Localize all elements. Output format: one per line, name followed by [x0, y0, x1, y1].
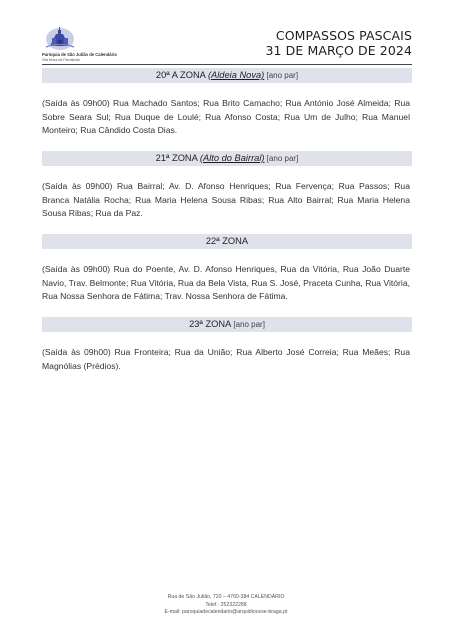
- zone-section-22: [42, 234, 412, 304]
- zone-number: 20ª A ZONA: [155, 70, 208, 80]
- zone-number: 21ª ZONA: [155, 153, 200, 163]
- church-emblem-icon: [42, 22, 122, 52]
- zone-streets: (Saída às 09h00) Rua do Poente, Av. D. Afonso Henriques, Rua da Vitória, Rua João Duarte Navio, Trav. Belmonte; Rua Vitória, Rua da Bela Vista, Rua S. José, Praceta Cunha, Rua Vitória, Rua Nossa Senhora de Fátima; Trav. Nossa Senhora de Fátima.: [42, 264, 410, 302]
- zone-locality: (Alto do Bairral): [199, 153, 265, 163]
- zone-streets: (Saída às 09h00) Rua Fronteira; Rua da União; Rua Alberto José Correia; Rua Meães; Rua Magnólias (Prédios).: [42, 347, 410, 371]
- zone-year-tag: [ano par]: [264, 71, 299, 80]
- footer-address: Rua de São Julião, 720 – 4760-384 CALENDÁRIO: [167, 594, 285, 600]
- header-divider: [42, 64, 412, 65]
- zone-number: 23ª ZONA: [189, 319, 234, 329]
- zone-number: 22ª ZONA: [205, 236, 249, 246]
- footer-phone: Telef.: 252322288: [205, 601, 247, 608]
- zone-streets: (Saída às 09h00) Rua Bairral; Av. D. Afonso Henriques; Rua Fervença; Rua Passos; Rua Branca Natália Rocha; Rua Maria Helena Sousa Ribas; Rua Alto Bairral; Rua Maria Helena Sousa Ribas; Rua da Paz.: [42, 181, 410, 219]
- zone-year-tag: [ano par]: [264, 154, 299, 163]
- page-footer: [0, 594, 452, 617]
- zone-section-20a: [42, 68, 412, 138]
- zone-heading: [42, 151, 412, 166]
- zone-section-21: [42, 151, 412, 221]
- document-date: 31 DE MARÇO DE 2024: [265, 43, 412, 58]
- zone-heading: [42, 234, 412, 249]
- document-title: COMPASSOS PASCAIS: [275, 28, 412, 43]
- zone-heading: [42, 317, 412, 332]
- document-header: [265, 28, 412, 58]
- parish-logo: [42, 22, 122, 66]
- zone-heading: [42, 68, 412, 83]
- logo-name: Paróquia de São Julião de Calendário: [42, 52, 117, 57]
- logo-subtitle: Vila Nova de Famalicão: [42, 58, 80, 62]
- zone-streets: (Saída às 09h00) Rua Machado Santos; Rua Brito Camacho; Rua António José Almeida; Rua Sobre Seara Sul; Rua Duque de Loulé; Rua Afonso Costa; Rua Um de Julho; Rua Manuel Monteiro; Rua Cândido Costa Dias.: [42, 98, 410, 136]
- footer-email[interactable]: E-mail: paroquiadecalendario@arquidiocese-braga.pt: [164, 609, 288, 615]
- zone-locality: (Aldeia Nova): [207, 70, 265, 80]
- zone-year-tag: [ano par]: [233, 320, 265, 329]
- zone-section-23: [42, 317, 412, 373]
